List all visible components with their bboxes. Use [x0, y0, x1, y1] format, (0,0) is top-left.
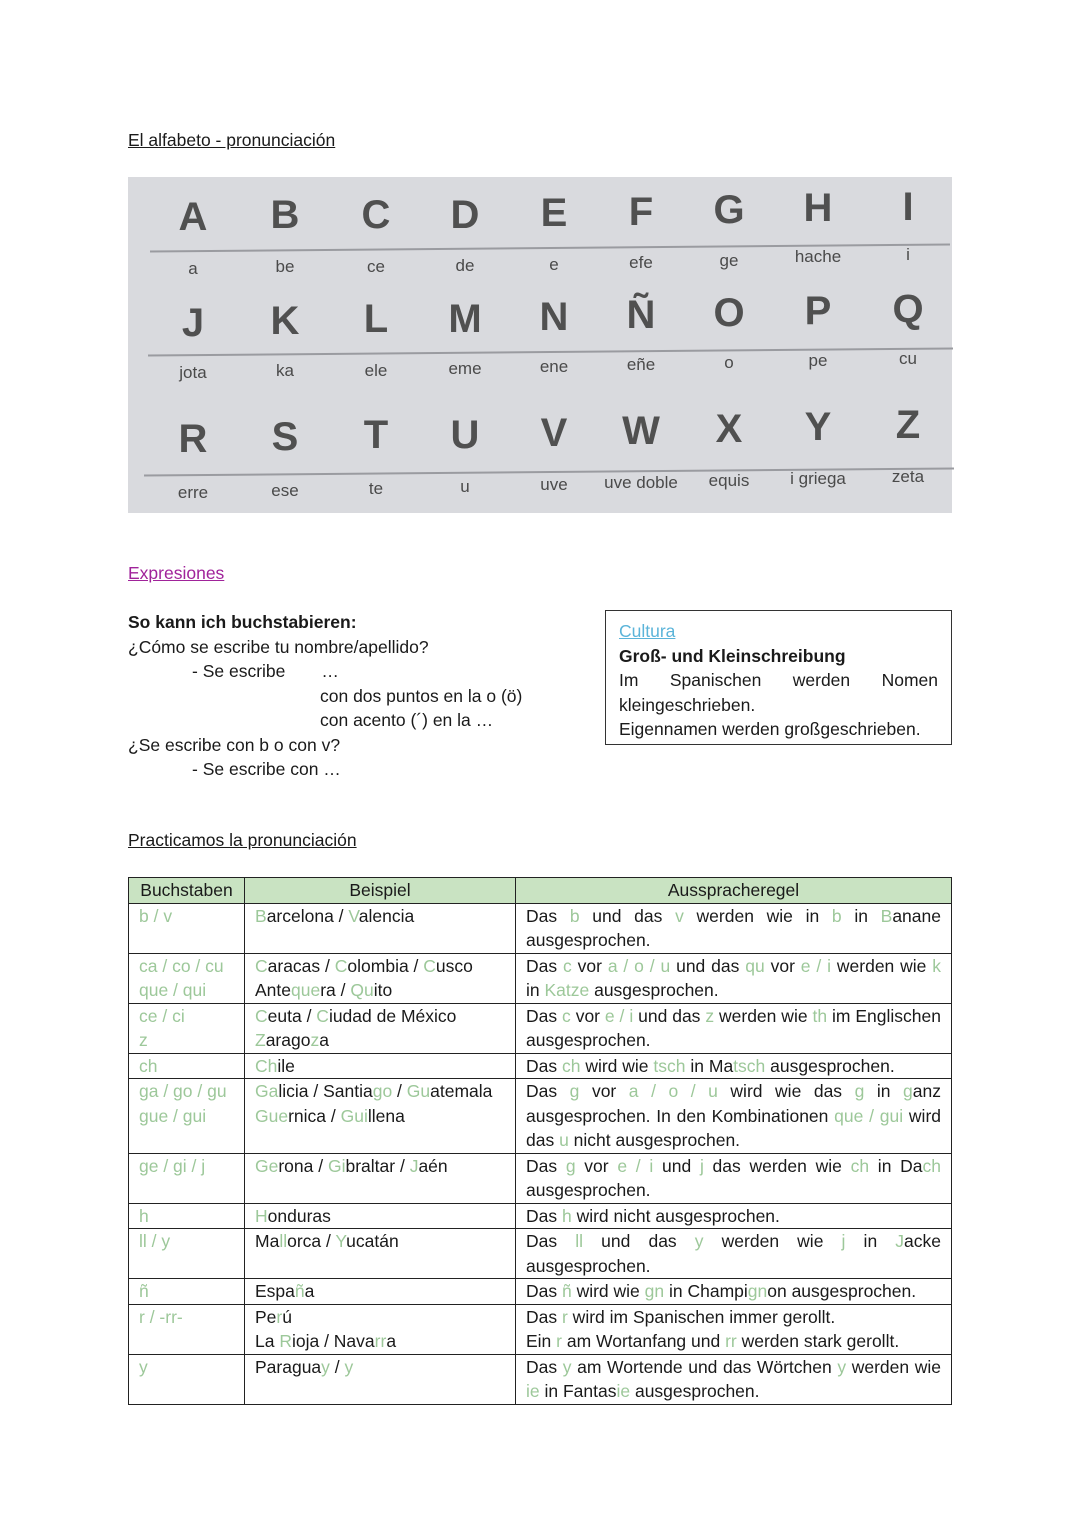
letters-text: ll / y [139, 1231, 171, 1251]
text-segment: aracas / [267, 955, 335, 976]
text-segment: a [386, 1331, 397, 1351]
highlighted-letters: C [334, 955, 348, 976]
text-segment: wird das [526, 1105, 941, 1150]
alphabet-letter-name: erre [177, 483, 209, 502]
example-cell [245, 1279, 516, 1305]
text-segment: werden wie [831, 955, 933, 976]
highlighted-letters: C [423, 955, 436, 976]
rule-cell [516, 1203, 952, 1229]
text-segment: und das [633, 1005, 706, 1026]
highlighted-letters: Z [255, 1030, 266, 1050]
text-segment: acke ausgesprochen. [526, 1231, 942, 1276]
answer-b-v: - Se escribe con … [192, 759, 341, 779]
highlighted-letters: c [562, 1005, 571, 1026]
alphabet-letter: R [178, 417, 208, 461]
letters-cell [129, 1229, 245, 1279]
alphabet-letter-name: ene [539, 357, 569, 376]
highlighted-letters: qu [745, 955, 765, 976]
letters-cell [129, 1279, 245, 1305]
text-segment: La [255, 1331, 280, 1351]
alphabet-letter: E [540, 191, 568, 235]
rule-cell [516, 1079, 952, 1154]
highlighted-letters: y [321, 1356, 330, 1377]
text-segment: a [304, 1281, 315, 1301]
table-row [129, 1153, 952, 1203]
highlighted-letters: rr [725, 1331, 737, 1351]
alphabet-letter-name: a [188, 259, 198, 278]
rule-cell [516, 1354, 952, 1404]
text-segment: werden wie [703, 1231, 842, 1251]
highlighted-letters: Katze [544, 980, 590, 1000]
alphabet-letter-name: te [368, 479, 384, 498]
highlighted-letters: e / i [800, 955, 832, 976]
letters-cell [129, 1153, 245, 1203]
highlighted-letters: Ch [255, 1055, 278, 1076]
rule-cell [516, 1053, 952, 1079]
text-segment: ú [282, 1306, 292, 1327]
text-segment: ile [277, 1055, 295, 1076]
letters-cell [129, 903, 245, 953]
table-row [129, 1079, 952, 1154]
text-segment: vor [579, 1081, 629, 1101]
highlighted-letters: ch [561, 1055, 581, 1076]
text-segment: Das [526, 1231, 576, 1251]
alphabet-letter: L [363, 297, 389, 341]
expresiones-heading: Expresiones [128, 563, 225, 583]
text-segment: anane ausgesprochen. [526, 905, 941, 950]
alphabet-letter-name: o [724, 353, 734, 372]
alphabet-letter-name: de [455, 256, 475, 275]
alphabet-letter-name: ge [719, 251, 739, 270]
highlighted-letters: y [344, 1356, 354, 1377]
highlighted-letters: y [562, 1356, 572, 1377]
highlighted-letters: Ge [255, 1155, 279, 1176]
highlighted-letters: H [255, 1205, 268, 1226]
highlighted-letters: rr [374, 1331, 387, 1351]
text-segment: vor [571, 955, 608, 976]
letters-cell [129, 953, 245, 1003]
text-segment: a [319, 1030, 329, 1050]
text-segment: Paragua [255, 1356, 322, 1377]
highlighted-letters: r [556, 1331, 562, 1351]
letters-cell [129, 1203, 245, 1229]
rule-cell [516, 953, 952, 1003]
alphabet-letter: I [902, 185, 914, 229]
text-segment: atemala [430, 1081, 493, 1101]
letters-cell [129, 1003, 245, 1053]
alphabet-letter: U [450, 413, 480, 457]
highlighted-letters: Y [335, 1231, 347, 1251]
text-segment: ucatán [346, 1231, 399, 1251]
alphabet-letter-name: uve [540, 475, 568, 494]
text-segment: Das [526, 1055, 562, 1076]
text-segment: wird wie [571, 1281, 645, 1301]
highlighted-letters: e / i [604, 1005, 634, 1026]
highlighted-letters: que / gui [834, 1105, 904, 1126]
example-cell [245, 1079, 516, 1154]
text-segment: in [841, 905, 881, 926]
highlighted-letters: ll [575, 1231, 584, 1251]
alphabet-letter: P [804, 289, 832, 333]
text-segment: werden wie [846, 1356, 941, 1377]
letters-text: que / qui [139, 980, 207, 1000]
answer-option-dots: con dos puntos en la o (ö) [320, 685, 523, 706]
alphabet-letter: Q [892, 287, 924, 331]
alphabet-letter: Y [804, 405, 832, 449]
highlighted-letters: J [409, 1155, 419, 1176]
alphabet-letter: V [540, 411, 568, 455]
table-row [129, 1279, 952, 1305]
text-segment: in [864, 1081, 904, 1101]
alphabet-letter-name: jota [179, 363, 207, 382]
highlighted-letters: B [255, 905, 267, 926]
text-segment: ausgesprochen. [765, 1055, 895, 1076]
pronunciation-table [128, 877, 952, 1405]
text-segment: am Wortende und das Wörtchen [571, 1356, 838, 1377]
spelling-title: So kann ich buchstabieren: [128, 612, 357, 632]
letters-cell [129, 1304, 245, 1354]
cultura-subtitle: Groß- und Kleinschreibung [619, 645, 846, 666]
table-header-row [129, 878, 952, 904]
alphabet-letter: M [448, 297, 482, 341]
text-segment: am Wortanfang und [561, 1331, 726, 1351]
highlighted-letters: C [316, 1005, 329, 1026]
text-segment: ausgesprochen. [630, 1381, 760, 1401]
highlighted-letters: go [372, 1081, 393, 1101]
highlighted-letters: ñ [561, 1281, 572, 1301]
highlighted-letters: r [561, 1306, 568, 1327]
highlighted-letters: Ga [255, 1081, 279, 1101]
table-row [129, 1203, 952, 1229]
alphabet-letter-name: equis [708, 471, 750, 490]
alphabet-heading: El alfabeto - pronunciación [128, 130, 336, 150]
alphabet-letter: S [271, 415, 299, 459]
text-segment: ausgesprochen. [589, 980, 719, 1000]
highlighted-letters: th [812, 1005, 828, 1026]
highlighted-letters: b [831, 905, 842, 926]
highlighted-letters: g [903, 1081, 913, 1101]
alphabet-letter-name: efe [629, 253, 653, 272]
text-segment: werden stark gerollt. [736, 1331, 900, 1351]
highlighted-letters: Gue [255, 1105, 289, 1126]
text-segment: Das [526, 955, 563, 976]
table-row [129, 1053, 952, 1079]
rule-cell [516, 1003, 952, 1053]
example-cell [245, 1053, 516, 1079]
letters-text: ñ [139, 1281, 149, 1301]
text-segment: vor [570, 1005, 605, 1026]
highlighted-letters: ie [526, 1381, 540, 1401]
letters-text: ga / go / gu [139, 1081, 227, 1101]
cultura-title: Cultura [619, 621, 676, 641]
header-buchstaben: Buchstaben [129, 878, 245, 904]
text-segment: ioja / Nava [291, 1331, 375, 1351]
highlighted-letters: z [705, 1005, 715, 1026]
text-segment: Das [526, 1205, 562, 1226]
text-segment: ito [373, 980, 393, 1000]
text-segment: in Champi [664, 1281, 748, 1301]
header-beispiel: Beispiel [245, 878, 516, 904]
alphabet-letter: W [622, 409, 660, 453]
text-segment: aén [418, 1155, 448, 1176]
alphabet-letter-name: hache [794, 247, 842, 266]
alphabet-image [128, 177, 952, 513]
highlighted-letters: y [694, 1231, 704, 1251]
text-segment: iudad de México [328, 1005, 457, 1026]
table-row [129, 1304, 952, 1354]
rule-cell [516, 1279, 952, 1305]
highlighted-letters: g [565, 1155, 576, 1176]
letters-text: ca / co / cu [139, 955, 224, 976]
highlighted-letters: Gi [327, 1155, 346, 1176]
highlighted-letters: tsch [733, 1055, 766, 1076]
text-segment: und das [579, 905, 676, 926]
highlighted-letters: ll [279, 1231, 288, 1251]
highlighted-letters: j [841, 1231, 846, 1251]
answer-option-accent: con acento (´) en la … [320, 710, 494, 730]
text-segment: Espa [255, 1281, 295, 1301]
text-segment: braltar / [345, 1155, 410, 1176]
alphabet-letter: J [181, 301, 205, 345]
alphabet-letter: C [361, 193, 391, 237]
example-cell [245, 1229, 516, 1279]
highlighted-letters: k [932, 955, 942, 976]
cultura-line: Im Spanischen werden Nomen [619, 670, 938, 690]
highlighted-letters: g [569, 1081, 580, 1101]
highlighted-letters: R [279, 1331, 292, 1351]
highlighted-letters: ñ [294, 1281, 305, 1301]
highlighted-letters: ie [616, 1381, 631, 1401]
alphabet-letter: Ñ [626, 293, 656, 337]
alphabet-letter-name: ka [276, 361, 294, 380]
text-segment: Ante [255, 980, 291, 1000]
text-segment: Pe [255, 1306, 277, 1327]
letters-text: ge / gi / j [139, 1155, 206, 1176]
alphabet-letter-name: i [906, 245, 910, 264]
alphabet-letter-name: pe [808, 351, 828, 370]
text-segment: Das [526, 905, 570, 926]
header-ausspracheregel: Ausspracheregel [516, 878, 952, 904]
rule-cell [516, 1153, 952, 1203]
text-segment: und das [583, 1231, 695, 1251]
text-segment: Das [526, 1281, 562, 1301]
highlighted-letters: j [699, 1155, 704, 1176]
text-segment: anz ausgesprochen. In den Kombinationen [526, 1081, 941, 1126]
alphabet-letter: G [713, 188, 745, 232]
highlighted-letters: C [255, 955, 268, 976]
letters-text: h [139, 1205, 149, 1226]
highlighted-letters: e [310, 980, 321, 1000]
letters-text: r / -rr- [139, 1306, 183, 1327]
text-segment: euta / [267, 1005, 317, 1026]
alphabet-letter-name: i griega [790, 469, 846, 488]
alphabet-letter-name: ele [364, 361, 388, 380]
highlighted-letters: y [837, 1356, 847, 1377]
highlighted-letters: g [854, 1081, 865, 1101]
alphabet-letter: N [539, 295, 569, 339]
text-segment: nicht ausgesprochen. [568, 1130, 741, 1150]
table-row [129, 1229, 952, 1279]
highlighted-letters: B [880, 905, 893, 926]
text-segment: vor [575, 1155, 618, 1176]
example-cell [245, 1153, 516, 1203]
text-segment: das werden wie [703, 1155, 851, 1176]
letters-text: z [139, 1030, 148, 1050]
text-segment: / [329, 1356, 345, 1377]
cultura-box [605, 610, 952, 745]
practica-heading: Practicamos la pronunciación [128, 830, 357, 850]
alphabet-letter-name: eñe [626, 355, 656, 374]
rule-cell [516, 903, 952, 953]
question-name: ¿Cómo se escribe tu nombre/apellido? [128, 636, 429, 657]
example-cell [245, 1354, 516, 1404]
alphabet-letter-name: cu [899, 349, 917, 368]
highlighted-letters: u [559, 1130, 569, 1150]
example-cell [245, 953, 516, 1003]
highlighted-letters: e / i [617, 1155, 654, 1176]
highlighted-letters: ch [922, 1155, 941, 1176]
alphabet-letter: T [363, 413, 389, 457]
alphabet-letter-name: zeta [891, 467, 925, 486]
answer-name: - Se escribe … [192, 661, 339, 681]
text-segment: Das [526, 1356, 563, 1377]
text-segment: licia / Santia [278, 1081, 373, 1101]
text-segment: rona / [278, 1155, 328, 1176]
highlighted-letters: V [348, 905, 359, 926]
highlighted-letters: ch [850, 1155, 870, 1176]
text-segment: llena [367, 1105, 405, 1126]
highlighted-letters: gn [747, 1281, 768, 1301]
text-segment: / [392, 1081, 407, 1101]
highlighted-letters: Gu [406, 1081, 431, 1101]
text-segment: und das [670, 955, 746, 976]
text-segment: werden wie [714, 1005, 813, 1026]
highlighted-letters: b [569, 905, 580, 926]
highlighted-letters: h [561, 1205, 572, 1226]
letters-text: gue / gui [139, 1105, 207, 1126]
alphabet-letter: A [178, 195, 208, 239]
text-segment: werden wie in [683, 905, 832, 926]
text-segment: Ma [255, 1231, 280, 1251]
alphabet-letter-name: u [460, 477, 470, 496]
table-row [129, 903, 952, 953]
alphabet-letter-name: be [275, 257, 295, 276]
text-segment: olombia / [347, 955, 424, 976]
question-b-v: ¿Se escribe con b o con v? [128, 734, 341, 755]
letters-cell [129, 1053, 245, 1079]
alphabet-letter: Z [895, 403, 921, 447]
text-segment: onduras [267, 1205, 331, 1226]
highlighted-letters: C [255, 1005, 268, 1026]
alphabet-letter: H [803, 186, 833, 230]
highlighted-letters: z [310, 1030, 320, 1050]
text-segment: ra / [320, 980, 351, 1000]
highlighted-letters: Qu [350, 980, 374, 1000]
spelling-expressions [128, 610, 522, 782]
letters-text: ce / ci [139, 1005, 185, 1026]
highlighted-letters: J [895, 1231, 905, 1251]
highlighted-letters: gn [644, 1281, 665, 1301]
cultura-line: kleingeschrieben. [619, 694, 756, 715]
text-segment: Ein [526, 1331, 557, 1351]
letters-text: b / v [139, 905, 173, 926]
text-segment: on ausgesprochen. [767, 1281, 917, 1301]
table-row [129, 1003, 952, 1053]
highlighted-letters: Gui [340, 1105, 368, 1126]
table-row [129, 953, 952, 1003]
text-segment: orca / [287, 1231, 336, 1251]
letters-cell [129, 1079, 245, 1154]
letters-cell [129, 1354, 245, 1404]
alphabet-letter: X [715, 407, 743, 451]
text-segment: vor [764, 955, 801, 976]
rule-cell [516, 1304, 952, 1354]
text-segment: in [845, 1231, 896, 1251]
cultura-line: Eigennamen werden großgeschrieben. [619, 719, 921, 739]
highlighted-letters: v [675, 905, 684, 926]
text-segment: rnica / [288, 1105, 341, 1126]
example-cell [245, 903, 516, 953]
text-segment: Das [526, 1005, 563, 1026]
highlighted-letters: a / o / u [607, 955, 671, 976]
text-segment: arago [265, 1030, 311, 1050]
letters-text: ch [139, 1055, 158, 1076]
highlighted-letters: tsch [653, 1055, 686, 1076]
text-segment: und [653, 1155, 700, 1176]
text-segment: ausgesprochen. [526, 1180, 651, 1200]
alphabet-letter-name: eme [448, 359, 482, 378]
text-segment: im Englischen ausgesprochen. [526, 1005, 941, 1050]
example-cell [245, 1203, 516, 1229]
alphabet-letter-name: uve doble [604, 473, 678, 492]
text-segment: in [526, 980, 545, 1000]
highlighted-letters: c [563, 955, 572, 976]
text-segment: Das [526, 1081, 570, 1101]
text-segment: Das [526, 1155, 566, 1176]
highlighted-letters: r [276, 1306, 283, 1327]
alphabet-letter: D [450, 193, 480, 237]
highlighted-letters: a / o / u [628, 1081, 718, 1101]
alphabet-letter: F [628, 190, 654, 234]
text-segment: wird im Spanischen immer gerollt. [567, 1306, 836, 1327]
alphabet-letter: O [713, 291, 745, 335]
alphabet-letter-name: ese [271, 481, 299, 500]
alphabet-letter: B [270, 193, 300, 237]
letters-text: y [139, 1356, 148, 1377]
text-segment: wird wie [580, 1055, 654, 1076]
text-segment: usco [435, 955, 473, 976]
text-segment: arcelona / [266, 905, 349, 926]
alphabet-letter-name: ce [367, 257, 385, 276]
highlighted-letters: qu [291, 980, 311, 1000]
text-segment: wird wie das [717, 1081, 855, 1101]
table-row [129, 1354, 952, 1404]
example-cell [245, 1304, 516, 1354]
text-segment: in Da [869, 1155, 923, 1176]
text-segment: in Ma [685, 1055, 734, 1076]
text-segment: wird nicht ausgesprochen. [571, 1205, 780, 1226]
text-segment: in Fantas [539, 1381, 617, 1401]
text-segment: alencia [358, 905, 415, 926]
text-segment: Das [526, 1306, 562, 1327]
alphabet-letter: K [270, 299, 300, 343]
rule-cell [516, 1229, 952, 1279]
alphabet-letter-name: e [549, 255, 559, 274]
example-cell [245, 1003, 516, 1053]
